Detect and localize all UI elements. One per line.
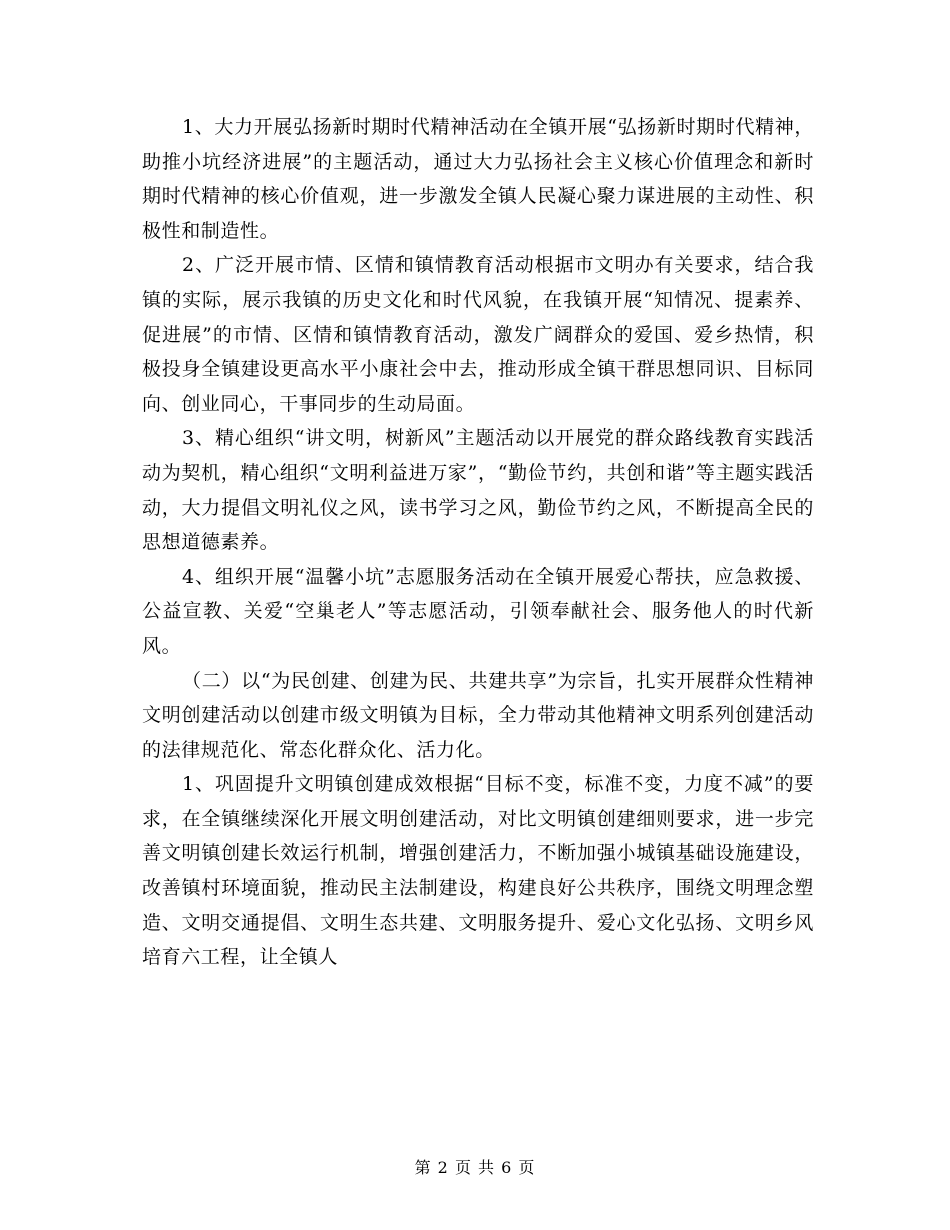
paragraph-6: 1、巩固提升文明镇创建成效根据“目标不变，标准不变，力度不减”的要求，在全镇继续深化开展文明创建活动，对比文明镇创建细则要求，进一步完善文明镇创建长效运行机制，增强创建活力，不断加强小城镇基础设施建设，改善镇村环境面貌，推动民主法制建设，构建良好公共秩序，围绕文明理念塑造、文明交通提倡、文明生态共建、文明服务提升、爱心文化弘扬、文明乡风培育六工程，让全镇人 (142, 773, 814, 969)
paragraph-3: 3、精心组织“讲文明，树新风”主题活动以开展党的群众路线教育实践活动为契机，精心组织“文明利益进万家”，“勤俭节约，共创和谐”等主题实践活动，大力提倡文明礼仪之风，读书学习之风，勤俭节约之风，不断提高全民的思想道德素养。 (142, 427, 814, 554)
document-body (142, 110, 814, 975)
paragraph-5: （二）以“为民创建、创建为民、共建共享”为宗旨，扎实开展群众性精神文明创建活动以创建市级文明镇为目标，全力带动其他精神文明系列创建活动的法律规范化、常态化群众化、活力化。 (142, 669, 814, 761)
page-footer: 第 2 页 共 6 页 (414, 1158, 536, 1177)
paragraph-1: 1、大力开展弘扬新时期时代精神活动在全镇开展“弘扬新时期时代精神，助推小坑经济进展”的主题活动，通过大力弘扬社会主义核心价值理念和新时期时代精神的核心价值观，进一步激发全镇人民凝心聚力谋进展的主动性、积极性和制造性。 (142, 116, 814, 242)
paragraph-4: 4、组织开展“温馨小坑”志愿服务活动在全镇开展爱心帮扶，应急救援、公益宣教、关爱“空巢老人”等志愿活动，引领奉献社会、服务他人的时代新风。 (142, 565, 814, 657)
paragraph-2: 2、广泛开展市情、区情和镇情教育活动根据市文明办有关要求，结合我镇的实际，展示我镇的历史文化和时代风貌，在我镇开展“知情况、提素养、促进展”的市情、区情和镇情教育活动，激发广阔群众的爱国、爱乡热情，积极投身全镇建设更高水平小康社会中去，推动形成全镇干群思想同识、目标同向、创业同心，干事同步的生动局面。 (142, 254, 814, 415)
